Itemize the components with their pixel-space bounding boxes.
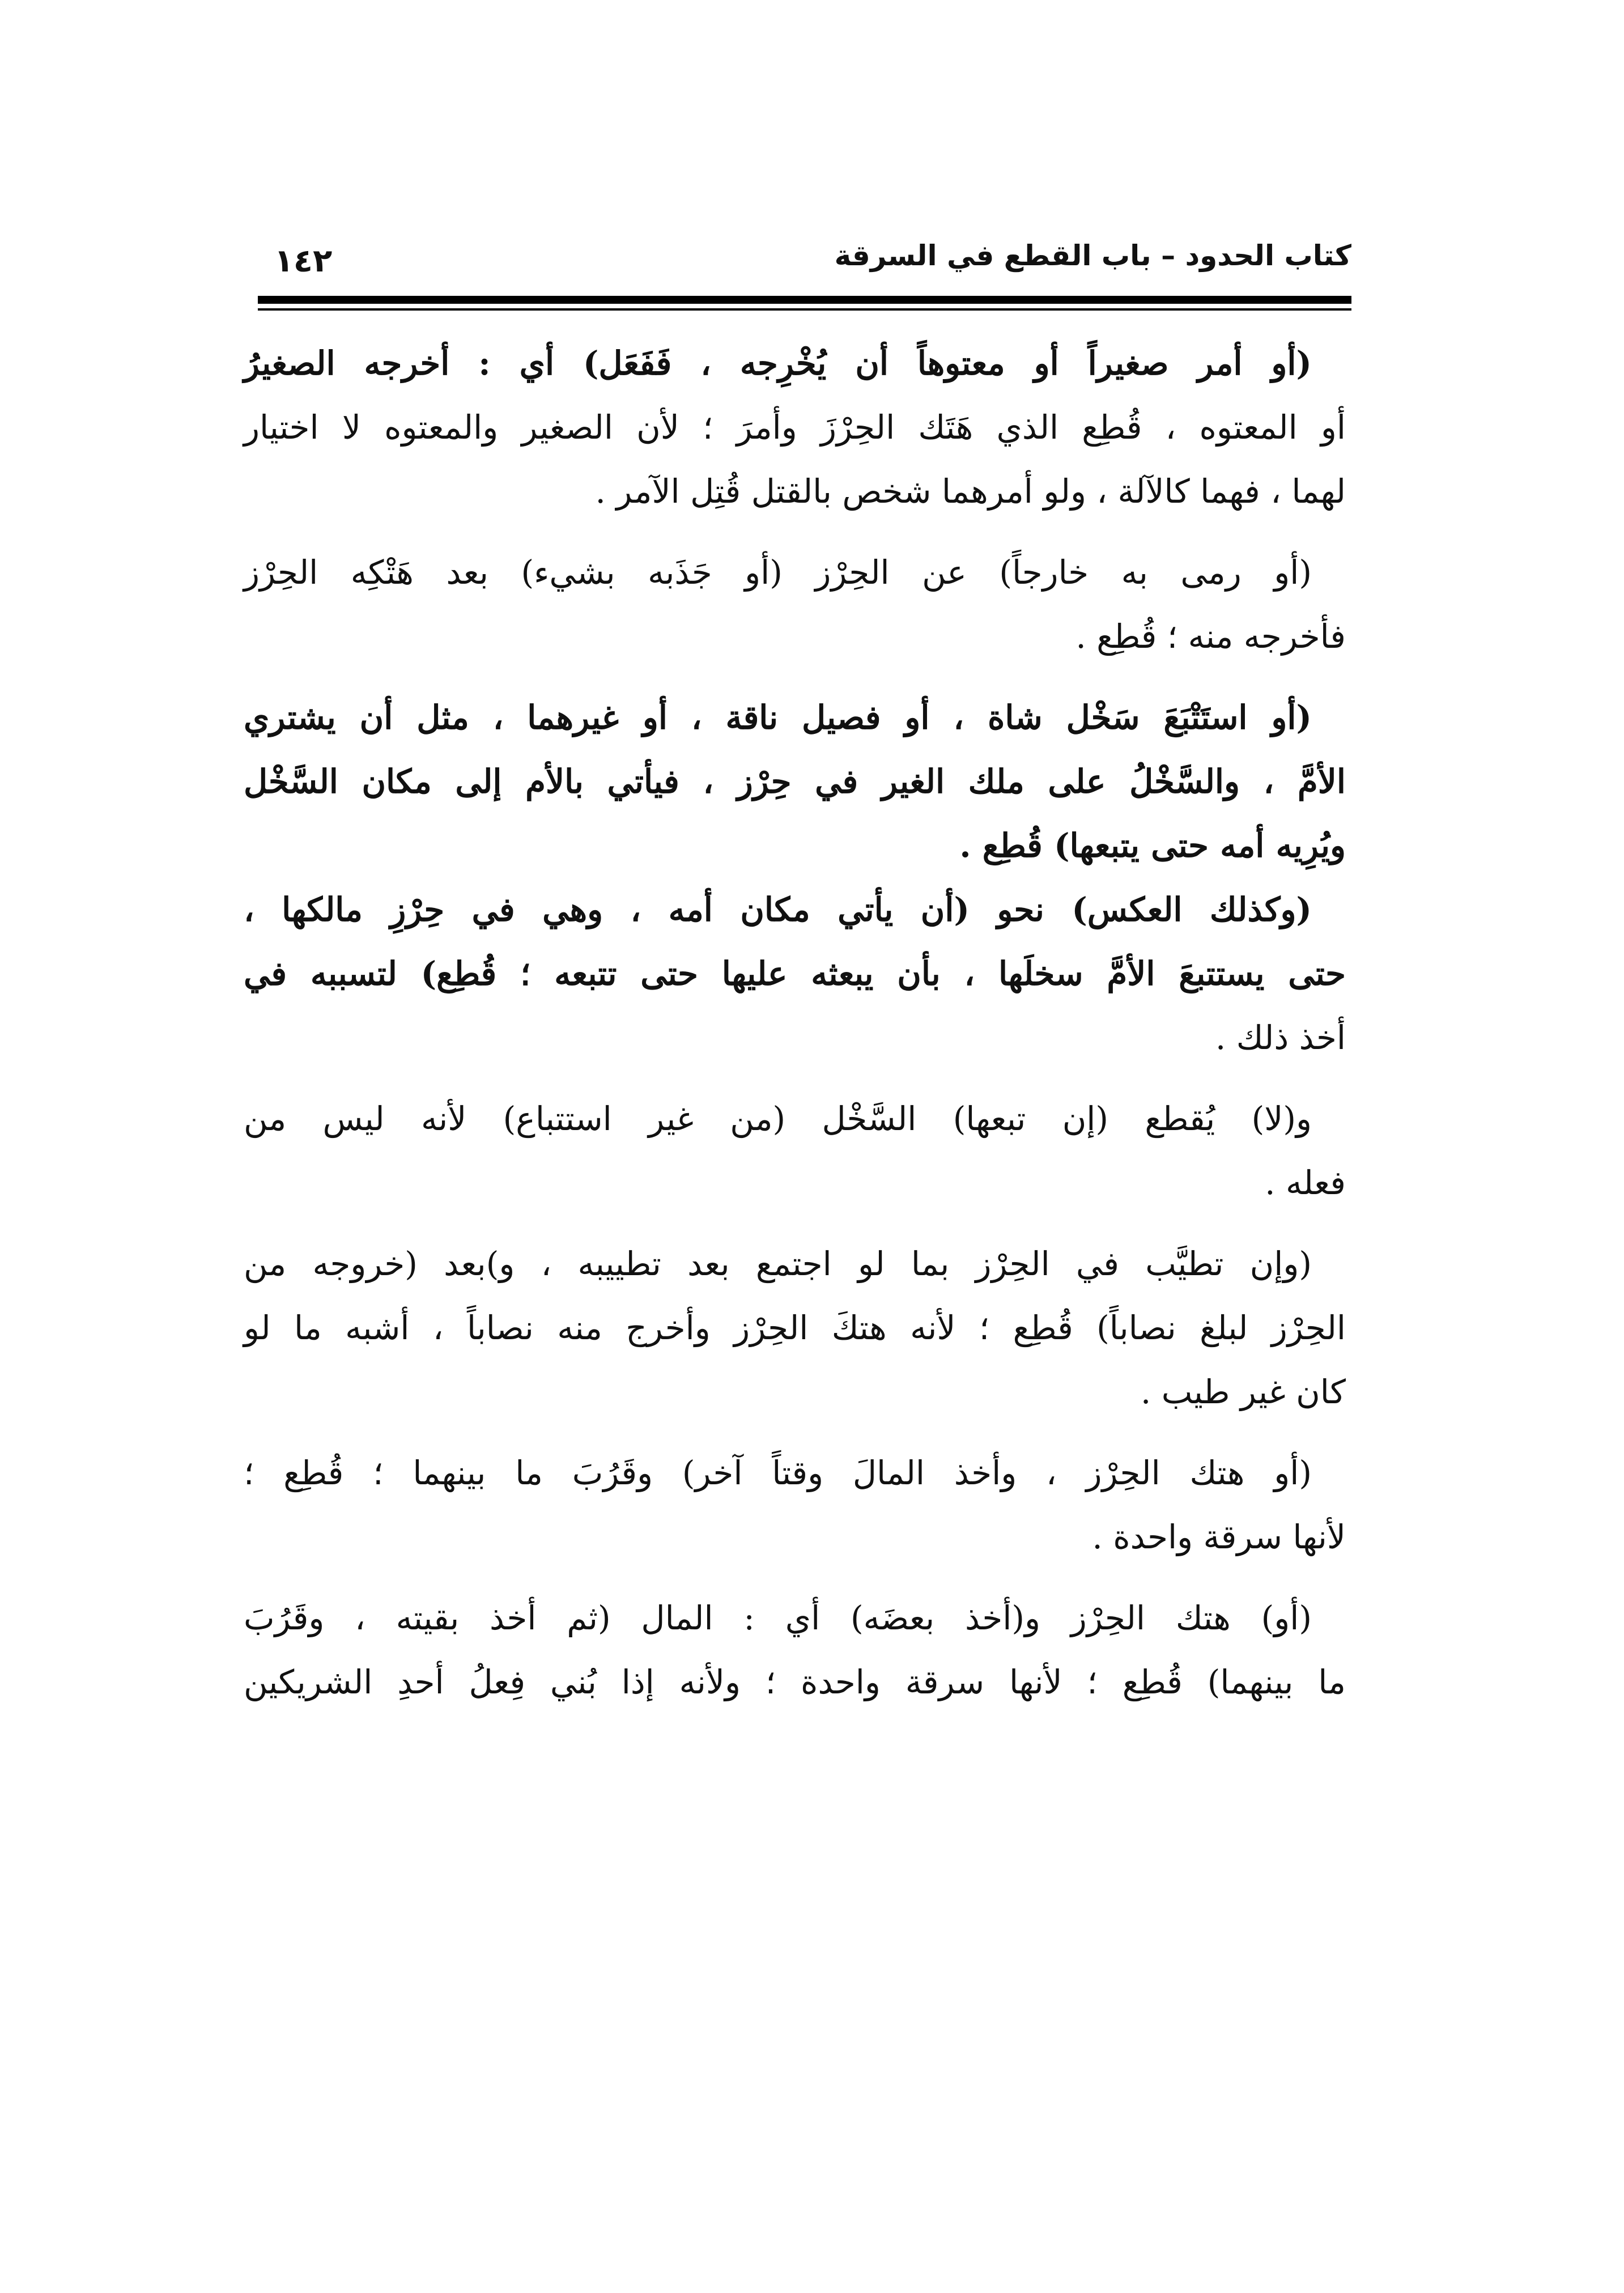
body-text [244, 332, 1346, 1714]
text-line: أو المعتوه ، قُطِع الذي هَتَك الحِرْزَ وأمرَ ؛ لأن الصغير والمعتوه لا اختيار [244, 408, 1346, 447]
text-line: (أو أمر صغيراً أو معتوهاً أن يُخْرِجه ، فَفَعَل) أي : أخرجه الصغيرُ [244, 344, 1312, 383]
text-line: الأمَّ ، والسَّخْلُ على ملك الغير في حِرْز ، فيأتي بالأم إلى مكان السَّخْل [244, 762, 1346, 801]
text-line: فأخرجه منه ؛ قُطِع . [1075, 617, 1346, 656]
text-line: ويُرِيه أمه حتى يتبعها) قُطِع . [959, 826, 1346, 865]
text-line: الحِرْز لبلغ نصاباً) قُطِع ؛ لأنه هتكَ الحِرْز وأخرج منه نصاباً ، أشبه ما لو [244, 1309, 1346, 1347]
text-line: لأنها سرقة واحدة . [1092, 1518, 1346, 1556]
text-line: كان غير طيب . [1140, 1373, 1346, 1411]
text-line: فعله . [1265, 1164, 1346, 1202]
text-line: (أو هتك الحِرْز ، وأخذ المالَ وقتاً آخر) وقَرُبَ ما بينهما ؛ قُطِع ؛ [244, 1454, 1312, 1492]
running-header [258, 230, 1351, 292]
text-line: أخذ ذلك . [1215, 1018, 1346, 1057]
text-line: (أو استَتْبَعَ سَخْل شاة ، أو فصيل ناقة ، أو غيرهما ، مثل أن يشتري [244, 698, 1312, 737]
text-line: حتى يستتبعَ الأمَّ سخلَها ، بأن يبعثه عليها حتى تتبعه ؛ قُطِع) لتسببه في [244, 954, 1346, 993]
header-rule-thin [258, 308, 1351, 311]
text-line: (أو رمى به خارجاً) عن الحِرْز (أو جَذَبه بشيء) بعد هَتْكِه الحِرْز [244, 553, 1312, 592]
text-line: و(لا) يُقطع (إن تبعها) السَّخْل (من غير استتباع) لأنه ليس من [244, 1099, 1312, 1138]
text-line: (أو) هتك الحِرْز و(أخذ بعضَه) أي : المال (ثم أخذ بقيته ، وقَرُبَ [244, 1599, 1312, 1637]
text-line: ما بينهما) قُطِع ؛ لأنها سرقة واحدة ؛ ولأنه إذا بُني فِعلُ أحدِ الشريكين [244, 1663, 1346, 1701]
text-line: (وإن تطيَّب في الحِرْز بما لو اجتمع بعد تطييبه ، و)بعد (خروجه من [244, 1245, 1312, 1283]
text-line: لهما ، فهما كالآلة ، ولو أمرهما شخص بالقتل قُتِل الآمر . [595, 472, 1346, 511]
text-line: (وكذلك العكس) نحو (أن يأتي مكان أمه ، وهي في حِرْزِ مالكها ، [244, 890, 1312, 929]
header-rule-thick [258, 296, 1351, 304]
page-number: ١٤٢ [274, 243, 333, 279]
header-title: كتاب الحدود – باب القطع في السرقة [834, 239, 1351, 272]
